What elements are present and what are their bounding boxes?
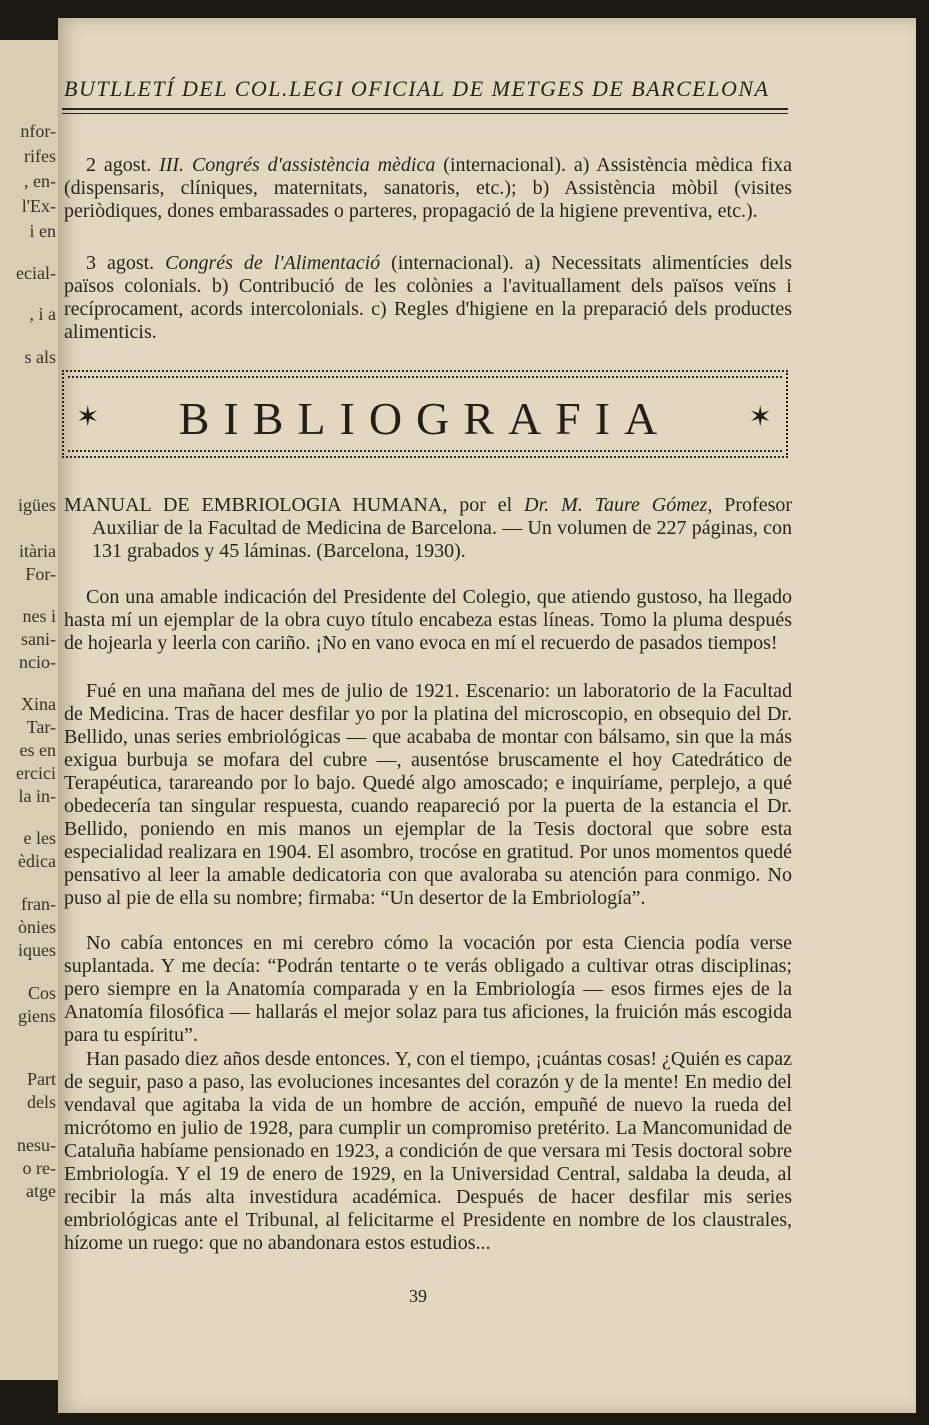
book-author: Dr. M. Taure Gómez, bbox=[524, 494, 713, 516]
congress-paragraph-alimentacio bbox=[64, 252, 792, 344]
book-details: Profesor Auxiliar de la Facultad de Medicina de Barcelona. — Un volumen de 227 páginas, con 131 grabados y 45 láminas. (Barcelona, 1930). bbox=[92, 494, 793, 562]
left-page-fragment: , i a bbox=[29, 304, 56, 324]
left-page-fragment: s als bbox=[24, 347, 56, 367]
book-entry bbox=[64, 494, 792, 563]
left-page-fragment: o re- bbox=[22, 1158, 56, 1178]
header-rule bbox=[62, 108, 788, 110]
left-page-fragment: Tar- bbox=[26, 717, 56, 737]
left-page-fragment: nesu- bbox=[17, 1135, 56, 1155]
star-ornament-right: ✶ bbox=[748, 402, 772, 433]
left-page-fragment: igües bbox=[18, 495, 56, 515]
left-page-fragment: atge bbox=[26, 1181, 56, 1201]
document-page bbox=[58, 18, 916, 1413]
left-page-fragment: la in- bbox=[18, 786, 56, 806]
page-number: 39 bbox=[409, 1286, 427, 1306]
left-page-fragment: , en- bbox=[24, 171, 56, 191]
left-page-fragment: dels bbox=[27, 1092, 56, 1112]
left-page-fragment: For- bbox=[25, 564, 56, 584]
left-page-fragment: i en bbox=[29, 221, 56, 241]
left-page-fragment: rifes bbox=[24, 146, 56, 166]
section-heading-box bbox=[62, 370, 788, 458]
left-page-fragment: giens bbox=[18, 1006, 56, 1026]
left-page-fragment: ercici bbox=[16, 763, 56, 783]
congress-paragraph-assistencia bbox=[64, 154, 792, 223]
left-page-fragment: ncio- bbox=[19, 652, 56, 672]
body-paragraph: No cabía entonces en mi cerebro cómo la vocación por esta Ciencia podía verse suplantada. Y me decía: “Podrán tentarte o te verás obligado a cultivar otras disciplinas; pero siempre en la Anatomía comparada y en la Embriología — esos firmes ejes de la Anatomía filosófica — hallarás el mejor solaz para tus aficiones, la fruición más escogida para tu espíritu”. bbox=[64, 932, 792, 1046]
left-page-fragment: itària bbox=[19, 541, 56, 561]
left-page-fragment: ecial- bbox=[16, 263, 56, 283]
left-page-fragment: ònies bbox=[18, 917, 56, 937]
section-title: BIBLIOGRAFIA bbox=[178, 393, 672, 444]
congress-text: (internacional). a) Assistència mèdica fixa (dispensaris, clíniques, maternitats, sanatoris, etc.); b) Assistència mòbil (visites periòdiques, dones embarassades o parteres, propagació de la higiene preventiva, etc.). bbox=[64, 154, 793, 222]
left-page-fragment: Part bbox=[27, 1069, 56, 1089]
congress-title: Congrés de l'Alimentació bbox=[165, 252, 381, 274]
left-page-fragment: es en bbox=[19, 740, 56, 760]
left-page-fragment: fran- bbox=[21, 894, 56, 914]
book-title: MANUAL DE EMBRIOLOGIA HUMANA, por el bbox=[64, 494, 513, 516]
left-page-fragment: nfor- bbox=[20, 121, 56, 141]
left-page-fragment: nes i bbox=[22, 606, 56, 626]
left-page-fragment: èdica bbox=[18, 851, 56, 871]
body-paragraph: Con una amable indicación del Presidente del Colegio, que atiendo gustoso, ha llegado hasta mí un ejemplar de la obra cuyo título encabeza estas líneas. Tomo la pluma después de hojearla y leerla con cariño. ¡No en vano evoca en mí el recuerdo de pasados tiempos! bbox=[64, 586, 792, 654]
left-page-fragment: e les bbox=[23, 828, 56, 848]
congress-date: 2 agost. bbox=[86, 154, 152, 176]
header-rule-thin bbox=[62, 113, 788, 114]
left-page-fragment: l'Ex- bbox=[21, 196, 56, 216]
congress-title: III. Congrés d'assistència mèdica bbox=[159, 154, 436, 176]
congress-text: (internacional). a) Necessitats alimentícies dels països colonials. b) Contribució de les colònies a l'avituallament dels països veïns i recíprocament, acords intercolonials. c) Regles d'higiene en la preparació dels productes alimenticis. bbox=[64, 252, 793, 343]
left-page-fragment: iques bbox=[18, 940, 56, 960]
left-page-fragment: sani- bbox=[21, 629, 56, 649]
body-paragraph: Fué en una mañana del mes de julio de 1921. Escenario: un laboratorio de la Facultad de Medicina. Tras de hacer desfilar yo por la platina del microscopio, en obsequio del Dr. Bellido, unas series embriológicas — que acababa de montar con bálsamo, sin que la más exigua burbuja se mofara del cubre —, ausentóse bruscamente el hoy Catedrático de Terapéutica, tarareando por lo bajo. Quedé algo amoscado; e inquiríame, perplejo, a qué obedecería tan singular respuesta, cuando reapareció por la puerta de la estancia el Dr. Bellido, poniendo en mis manos un ejemplar de la Tesis doctoral que sobre esta especialidad realizara en 1904. El asombro, trocóse en gratitud. Por unos momentos quedé pensativo al leer la amable dedicatoria con que avaloraba su atención para conmigo. No puso al pie de ella su nombre; firmaba: “Un desertor de la Embriología”. bbox=[64, 680, 792, 909]
body-paragraph: Han pasado diez años desde entonces. Y, con el tiempo, ¡cuántas cosas! ¿Quién es capaz de seguir, paso a paso, las evoluciones incesantes del corazón y de la mente! En medio del vendaval que agitaba la vida de un hombre de acción, empuñé de nuevo la rueda del micrótomo en julio de 1928, para cumplir un compromiso pretérito. La Mancomunidad de Cataluña habíame pensionado en 1923, a condición de que versara mi Tesis doctoral sobre Embriología. Y el 19 de enero de 1929, en la Universidad Central, saldaba la deuda, al recibir la más alta investidura académica. Después de hacer desfilar mis series embriológicas ante el Tribunal, al felicitarme el Presidente en nombre de los claustrales, hízome un ruego: que no abandonara estos estudios... bbox=[64, 1048, 792, 1254]
running-header: BUTLLETÍ DEL COL.LEGI OFICIAL DE METGES DE BARCELONA bbox=[64, 76, 770, 101]
left-page-fragment: Xina bbox=[21, 694, 56, 714]
left-page-strip bbox=[0, 40, 61, 1380]
star-ornament-left: ✶ bbox=[76, 402, 100, 433]
congress-date: 3 agost. bbox=[86, 252, 155, 274]
left-page-fragment: Cos bbox=[27, 983, 56, 1003]
